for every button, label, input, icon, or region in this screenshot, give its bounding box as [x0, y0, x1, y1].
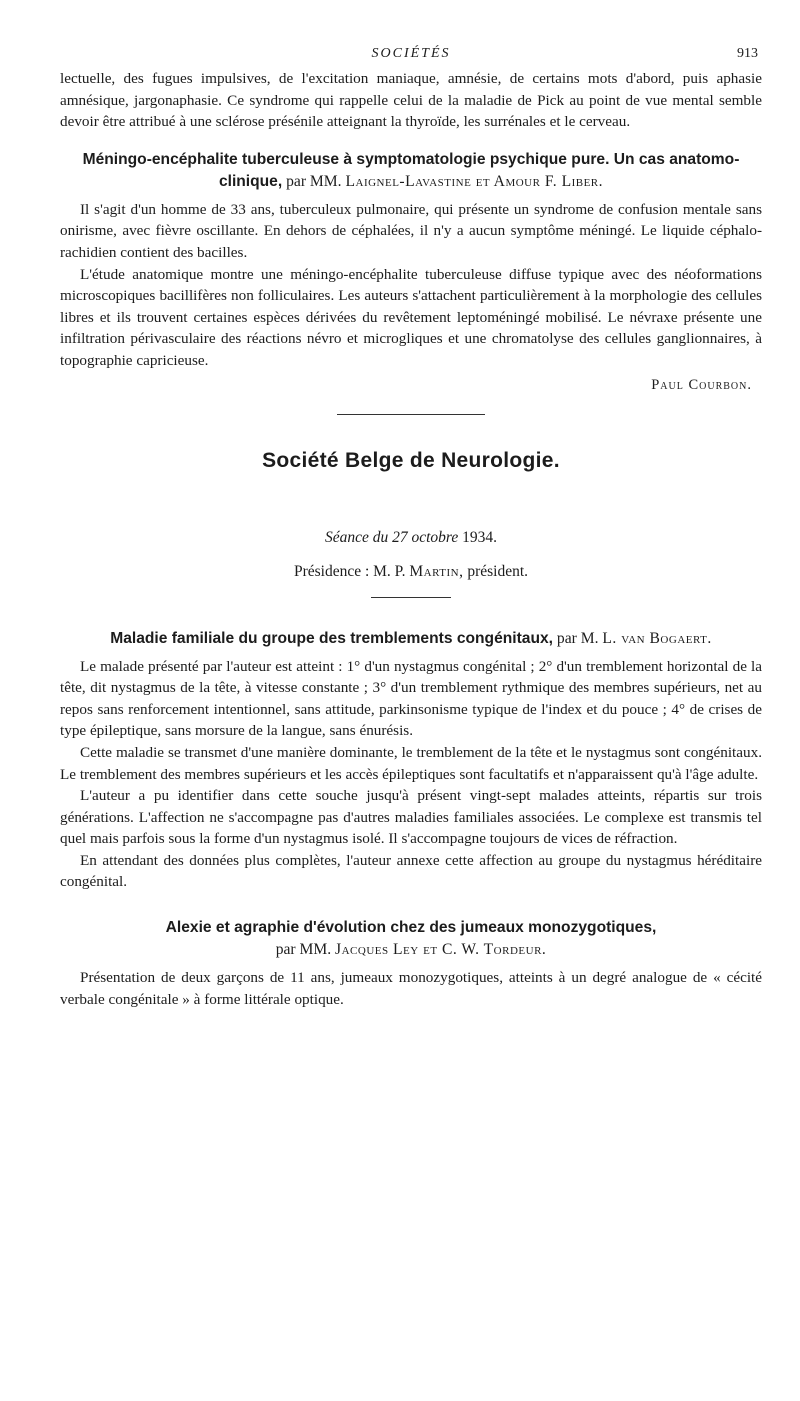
- article-heading-alexie-agraphie: [60, 917, 762, 961]
- article-title: Méningo-encéphalite tuberculeuse à symptomatologie psychique pure. Un cas anatomo-clinique,: [82, 150, 740, 190]
- article-title: Maladie familiale du groupe des tremblements congénitaux,: [110, 629, 553, 647]
- session-year: 1934.: [462, 528, 498, 546]
- presidency-line: [60, 563, 762, 581]
- authors-intro: par MM.: [286, 172, 342, 190]
- article-signature: Paul Courbon.: [651, 376, 752, 393]
- article-authors: L. van Bogaert.: [602, 629, 712, 647]
- session-date: [60, 529, 762, 547]
- running-title: SOCIÉTÉS: [371, 46, 451, 61]
- article-paragraph: Cette maladie se transmet d'une manière dominante, le tremblement de la tête et le nystagmus sont congénitaux. Le tremblement des membres supérieurs et les accès épileptiques sont facultatifs et n'apparaissent qu'à l'âge adulte.: [60, 743, 762, 783]
- session-prefix: Séance du: [324, 528, 389, 546]
- president-name: Martin,: [409, 562, 464, 580]
- page-number: 913: [737, 46, 758, 61]
- article-paragraph: L'étude anatomique montre une méningo-encéphalite tuberculeuse diffuse typique avec des néoformations microscopiques bacillifères non folliculaires. Les auteurs s'attachent particulièrement à la morphologie des cellules libres et ils trouvent certaines espèces dérivées du revêtement leptoméningé mobilisé. Le névraxe présente une infiltration périvasculaire des réactions névro et microgliques et une chromatolyse des cellules ganglionnaires, à topographie capricieuse.: [60, 265, 762, 369]
- presidency-suffix: président.: [467, 562, 529, 580]
- article-authors: Laignel-Lavastine et Amour F. Liber.: [345, 172, 604, 190]
- article-paragraph: Présentation de deux garçons de 11 ans, jumeaux monozygotiques, atteints à un degré analogue de « cécité verbale congénitale » à forme littérale optique.: [60, 969, 762, 1008]
- authors-intro: par MM.: [275, 941, 332, 959]
- article-paragraph: Il s'agit d'un homme de 33 ans, tuberculeux pulmonaire, qui présente un syndrome de confusion mentale sans onirisme, avec fièvre oscillante. En dehors de céphalées, il n'y a aucun symptôme méningé. Le liquide céphalo-rachidien contient des bacilles.: [60, 200, 762, 261]
- running-head: [60, 40, 762, 68]
- article-heading-maladie-familiale: [60, 628, 762, 650]
- section-divider: [371, 597, 451, 598]
- article-paragraph: En attendant des données plus complètes, l'auteur annexe cette affection au groupe du nystagmus héréditaire congénital.: [60, 851, 762, 891]
- article-paragraph: L'auteur a pu identifier dans cette souche jusqu'à présent vingt-sept malades atteints, répartis sur trois générations. L'affection ne s'accompagne pas d'autres maladies familiales associées. Le complexe est transmis tel quel mais parfois sous la forme d'un nystagmus isolé. Il s'accompagne toujours de vices de réfraction.: [60, 787, 762, 848]
- presidency-prefix: Présidence : M. P.: [293, 562, 406, 580]
- society-title: Société Belge de Neurologie.: [262, 448, 560, 472]
- article-heading-meningo-encephalite: [60, 149, 762, 193]
- section-divider: [337, 414, 485, 415]
- session-day: 27 octobre: [392, 528, 459, 546]
- intro-paragraph: lectuelle, des fugues impulsives, de l'excitation maniaque, amnésie, de certains mots d'abord, puis aphasie amnésique, jargonaphasie. Ce syndrome qui rappelle celui de la maladie de Pick au point de vue mental semble devoir être attribué à une sclérose présénile atteignant la thyroïde, les surrénales et le cerveau.: [60, 70, 762, 131]
- article-title: Alexie et agraphie d'évolution chez des jumeaux monozygotiques,: [165, 919, 657, 937]
- article-authors: Jacques Ley et C. W. Tordeur.: [335, 941, 547, 959]
- authors-intro: par M.: [556, 629, 599, 647]
- article-paragraph: Le malade présenté par l'auteur est atteint : 1° d'un nystagmus congénital ; 2° d'un tremblement horizontal de la tête, dit nystagmus de la tête, à vitesse constante ; 3° d'un tremblement rythmique des membres supérieurs, net au repos sans renforcement intentionnel, sans attitude, parkinsonisme typique de l'index et du pouce ; 4° de crises de type épileptique, sans morsure de la langue, sans énurésis.: [60, 657, 762, 740]
